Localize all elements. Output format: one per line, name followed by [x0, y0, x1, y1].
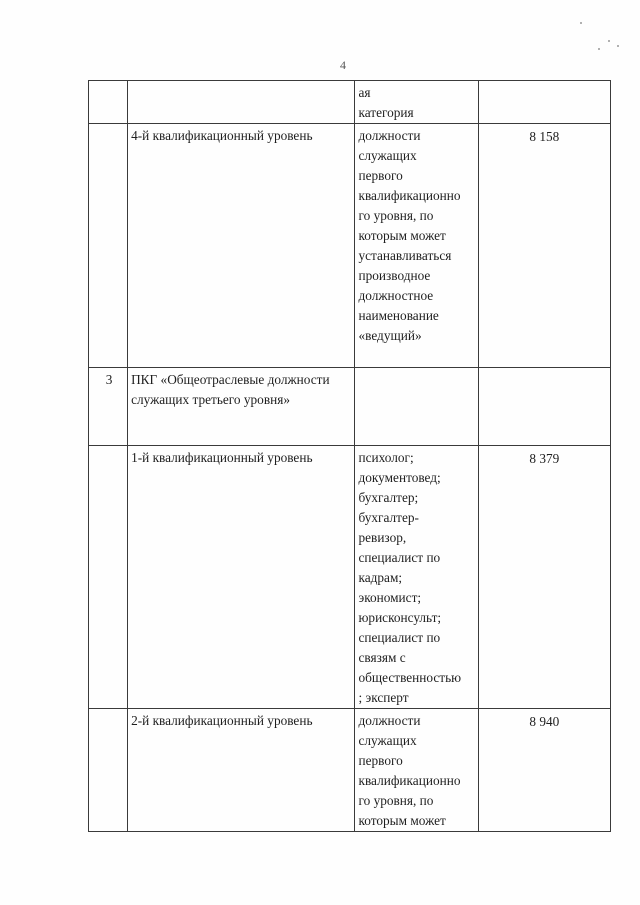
position-line: должностное	[358, 288, 434, 303]
scan-speck	[598, 48, 600, 50]
position-line: должности	[358, 713, 421, 728]
position-line: экономист;	[358, 590, 422, 605]
salary-cell	[478, 81, 610, 124]
position-line: юрисконсульт;	[358, 610, 442, 625]
positions-cell	[355, 446, 478, 709]
positions-cell	[355, 709, 478, 832]
table-row	[89, 124, 611, 368]
position-line: наименование	[358, 308, 439, 323]
group-name-cell: 4-й квалификационный уровень	[128, 124, 355, 368]
positions-cell	[355, 124, 478, 368]
position-line: производное	[358, 268, 431, 283]
position-line: должности	[358, 128, 421, 143]
scan-speck	[608, 40, 610, 42]
positions-cell	[355, 81, 478, 124]
page-number: 4	[340, 58, 346, 72]
position-line: квалификационно	[358, 188, 461, 203]
position-line: связям с	[358, 650, 406, 665]
position-line: квалификационно	[358, 773, 461, 788]
position-line: бухгалтер;	[358, 490, 419, 505]
position-line: общественностью	[358, 670, 462, 685]
salary-cell	[478, 368, 610, 446]
position-line: ревизор,	[358, 530, 407, 545]
position-line: специалист по	[358, 630, 441, 645]
scan-speck	[580, 22, 582, 24]
position-line: специалист по	[358, 550, 441, 565]
position-line: которым может	[358, 813, 446, 828]
position-line: первого	[358, 168, 403, 183]
group-name-cell: ПКГ «Общеотраслевые должности служащих третьего уровня»	[128, 368, 355, 446]
position-line: «ведущий»	[358, 328, 422, 343]
salary-cell: 8 379	[478, 446, 610, 709]
position-line: ; эксперт	[358, 690, 409, 705]
group-name-cell: 2-й квалификационный уровень	[128, 709, 355, 832]
row-number-cell	[89, 81, 128, 124]
position-line: психолог;	[358, 450, 414, 465]
position-line: устанавливаться	[358, 248, 452, 263]
salary-cell: 8 158	[478, 124, 610, 368]
position-line: го уровня, по	[358, 793, 434, 808]
row-number-cell	[89, 446, 128, 709]
row-number-cell	[89, 709, 128, 832]
position-line: первого	[358, 753, 403, 768]
row-number-cell	[89, 124, 128, 368]
positions-cell	[355, 368, 478, 446]
position-line: ая	[358, 85, 371, 100]
position-line: кадрам;	[358, 570, 403, 585]
table-row	[89, 368, 611, 446]
qualification-table	[88, 80, 611, 832]
group-name-cell	[128, 81, 355, 124]
position-line: которым может	[358, 228, 446, 243]
group-name-cell: 1-й квалификационный уровень	[128, 446, 355, 709]
position-line: служащих	[358, 148, 417, 163]
position-line: бухгалтер-	[358, 510, 419, 525]
scan-speck	[617, 45, 619, 47]
salary-cell: 8 940	[478, 709, 610, 832]
table-row	[89, 446, 611, 709]
position-line: го уровня, по	[358, 208, 434, 223]
row-number-cell: 3	[89, 368, 128, 446]
position-line: документовед;	[358, 470, 441, 485]
table-row	[89, 709, 611, 832]
position-line: категория	[358, 105, 414, 120]
table-row	[89, 81, 611, 124]
position-line: служащих	[358, 733, 417, 748]
